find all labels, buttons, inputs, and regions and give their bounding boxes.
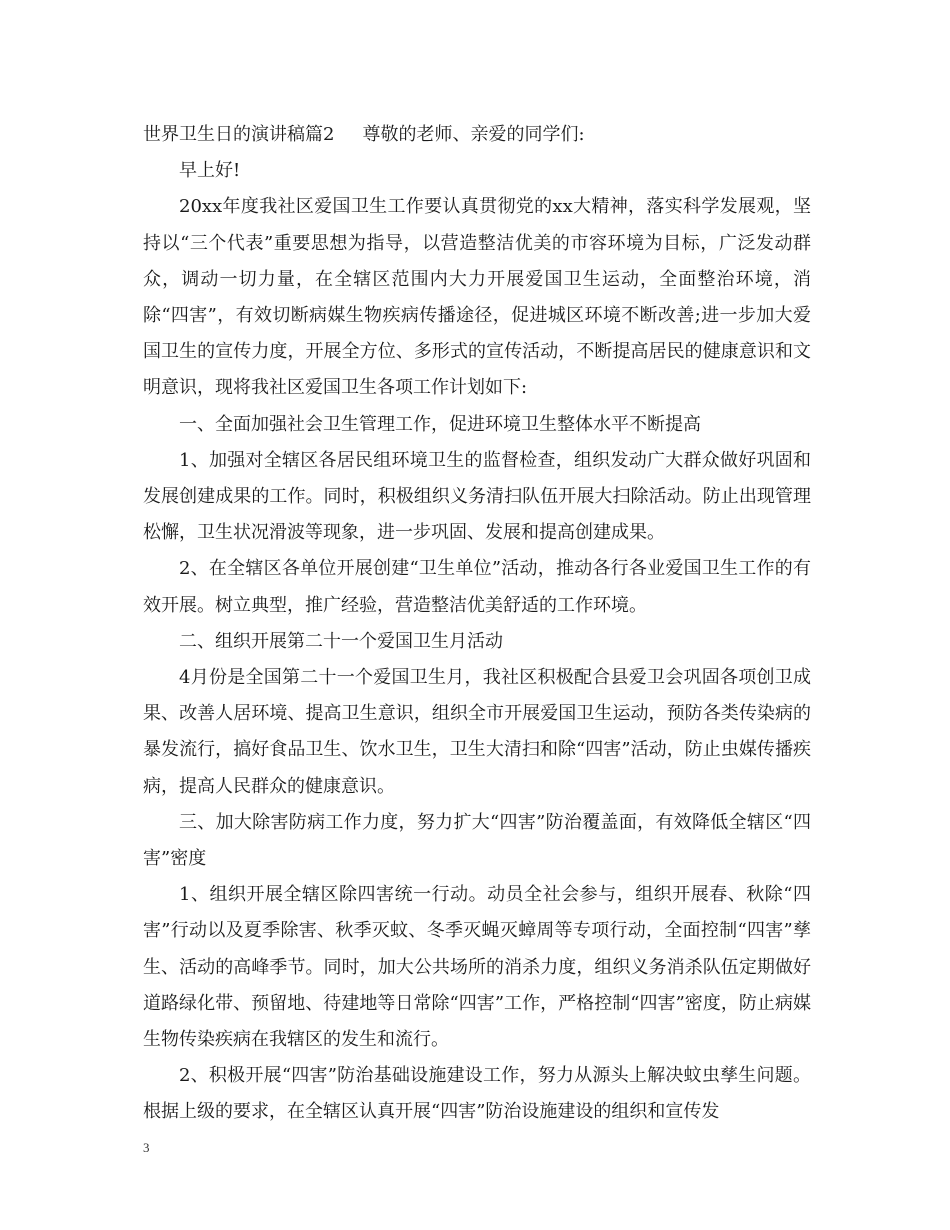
section-heading-2: 二、组织开展第二十一个爱国卫生月活动 xyxy=(179,630,503,652)
paragraph-1-2: 2、在全辖区各单位开展创建“卫生单位”活动，推动各行各业爱国卫生工作的有效开展。树立典型，推广经验，营造整洁优美舒适的工作环境。 xyxy=(143,558,811,616)
section-heading-1: 一、全面加强社会卫生管理工作，促进环境卫生整体水平不断提高 xyxy=(179,413,701,435)
paragraph-intro: 20xx年度我社区爱国卫生工作要认真贯彻党的xx大精神，落实科学发展观，坚持以“三个代表”重要思想为指导，以营造整洁优美的市容环境为目标，广泛发动群众，调动一切力量，在全辖区范围内大力开展爱国卫生运动，全面整治环境，消除“四害”，有效切断病媒生物疾病传播途径，促进城区环境不断改善;进一步加大爱国卫生的宣传力度，开展全方位、多形式的宣传活动，不断提高居民的健康意识和文明意识，现将我社区爱国卫生各项工作计划如下: xyxy=(143,196,811,399)
section-heading-3: 三、加大除害防病工作力度，努力扩大“四害”防治覆盖面，有效降低全辖区“四害”密度 xyxy=(143,811,811,870)
page-number: 3 xyxy=(143,1140,150,1155)
paragraph-1-1: 1、加强对全辖区各居民组环境卫生的监督检查，组织发动广大群众做好巩固和发展创建成果的工作。同时，积极组织义务清扫队伍开展大扫除活动。防止出现管理松懈，卫生状况滑波等现象，进一步巩固、发展和提高创建成果。 xyxy=(143,449,811,544)
title-line xyxy=(143,117,811,153)
paragraph-3-2: 2、积极开展“四害”防治基础设施建设工作，努力从源头上解决蚊虫孳生问题。根据上级的要求，在全辖区认真开展“四害”防治设施建设的组织和宣传发 xyxy=(143,1065,811,1123)
paragraph-2-1: 4月份是全国第二十一个爱国卫生月，我社区积极配合县爱卫会巩固各项创卫成果、改善人居环境、提高卫生意识，组织全市开展爱国卫生运动，预防各类传染病的暴发流行，搞好食品卫生、饮水卫生，卫生大清扫和除“四害”活动，防止虫媒传播疾病，提高人民群众的健康意识。 xyxy=(143,667,811,797)
paragraph-3-1: 1、组织开展全辖区除四害统一行动。动员全社会参与，组织开展春、秋除“四害”行动以及夏季除害、秋季灭蚊、冬季灭蝇灭蟑周等专项行动，全面控制“四害”孳生、活动的高峰季节。同时，加大公共场所的消杀力度，组织义务消杀队伍定期做好道路绿化带、预留地、待建地等日常除“四害”工作，严格控制“四害”密度，防止病媒生物传染疾病在我辖区的发生和流行。 xyxy=(143,884,811,1051)
document-title: 世界卫生日的演讲稿篇2 xyxy=(143,124,335,145)
paragraph-greeting: 早上好! xyxy=(179,160,241,182)
salutation: 尊敬的老师、亲爱的同学们: xyxy=(362,124,585,145)
document-body xyxy=(143,117,811,1131)
